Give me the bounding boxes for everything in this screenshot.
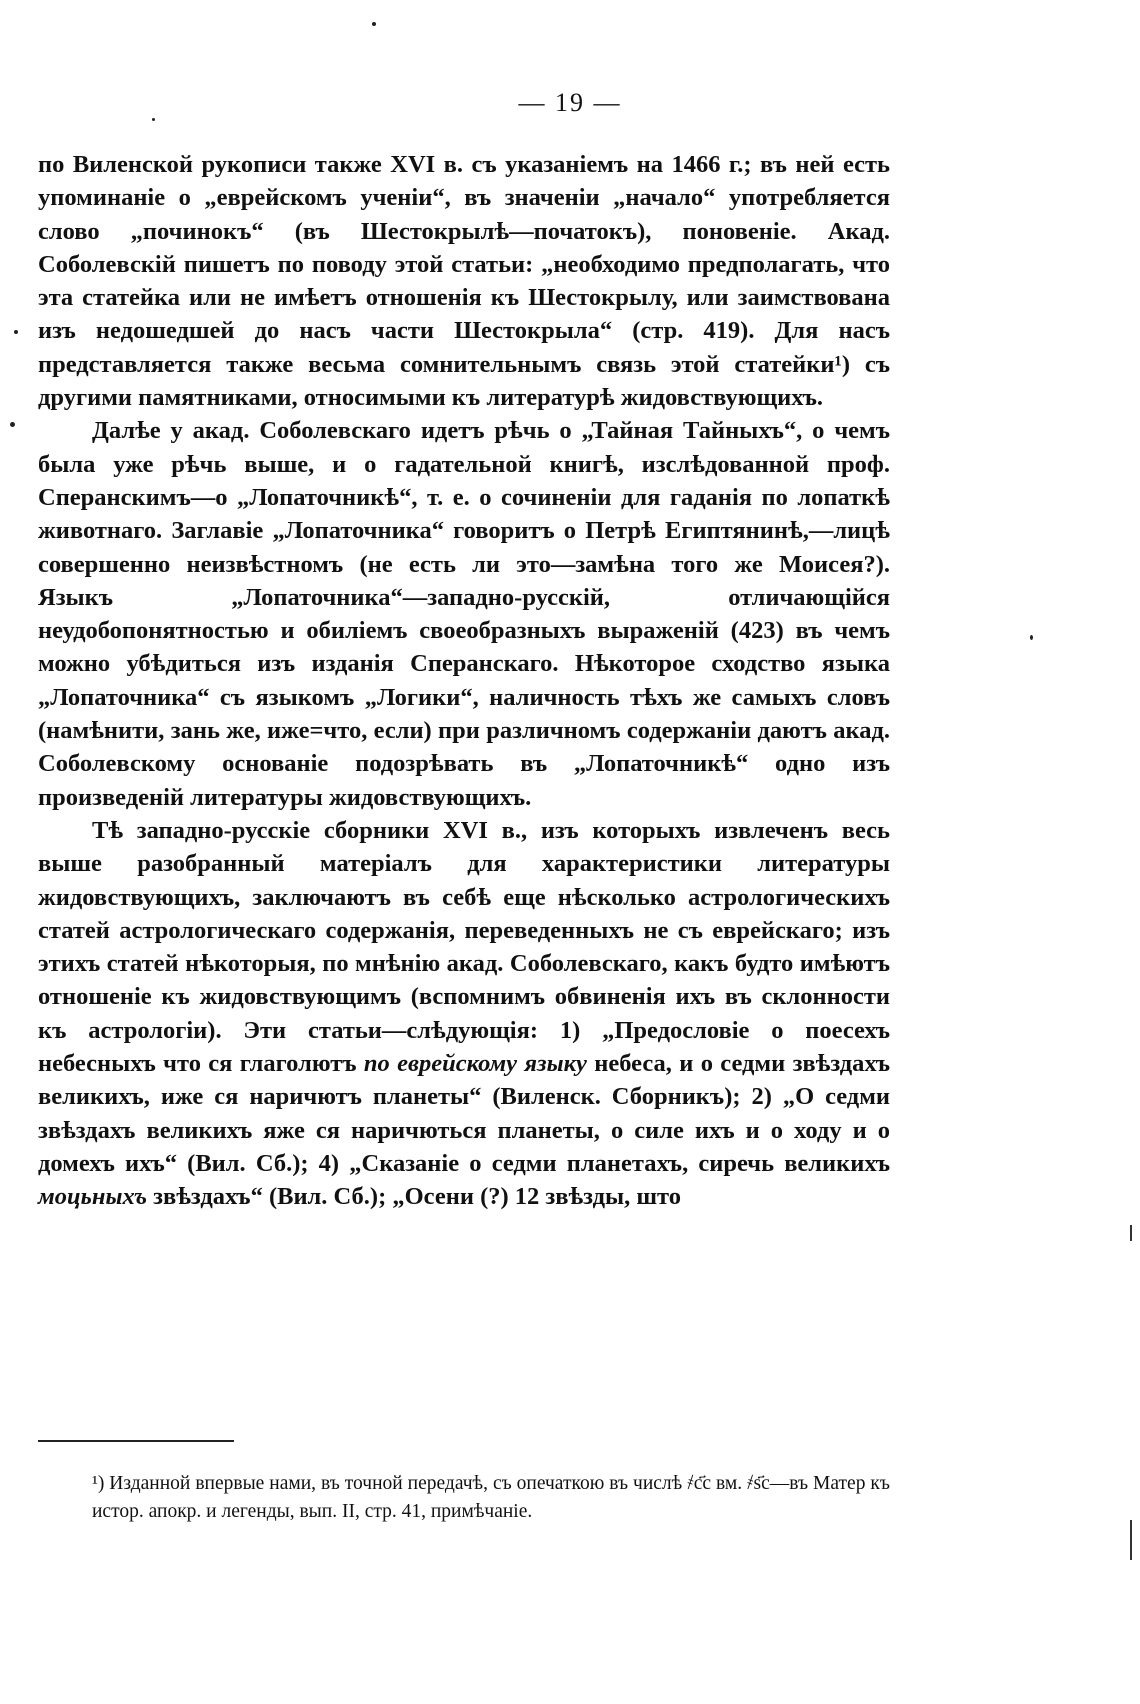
paragraph-3 <box>38 814 890 1214</box>
scan-speck <box>10 422 15 427</box>
italic-phrase-1: по еврейскому языку <box>363 1050 587 1078</box>
italic-phrase-2: моцьныхъ <box>38 1183 148 1211</box>
footnote-text: ¹) Изданной впервые нами, въ точной передачѣ, съ опечаткою въ числѣ ҂с҃с вм. ҂ѕ҃с—въ Матер къ истор. апокр. и легенды, вып. II, стр. 41, примѣчаніе. <box>92 1473 890 1522</box>
footnote-rule <box>38 1440 234 1442</box>
scan-edge-mark <box>1130 1225 1132 1241</box>
paragraph-3-part-2: небеса, и о седми звѣздахъ великихъ, иже ся наричютъ планеты“ (Виленск. Сборникъ); 2) „О седми звѣздахъ великихъ яже ся наричються планеты, о силе ихъ и о ходу и о домехъ ихъ“ (Вил. Сб.); 4) „Сказаніе о седми планетахъ, сиречь великихъ <box>38 1050 891 1177</box>
scan-speck <box>14 330 18 334</box>
scan-edge-mark <box>1130 1520 1132 1560</box>
scan-speck <box>152 118 155 121</box>
main-text <box>38 148 890 1214</box>
paragraph-2: Далѣе у акад. Соболевскаго идетъ рѣчь о „Тайная Тайныхъ“, о чемъ была уже рѣчь выше, и о гадательной книгѣ, изслѣдованной проф. Сперанскимъ—о „Лопаточникѣ“, т. е. о сочиненіи для гаданія по лопаткѣ животнаго. Заглавіе „Лопаточника“ говоритъ о Петрѣ Египтянинѣ,—лицѣ совершенно неизвѣстномъ (не есть ли это—замѣна того же Моисея?). Языкъ „Лопаточника“—западно-русскій, отличающійся неудобопонятностью и обиліемъ своеобразныхъ выраженій (423) въ чемъ можно убѣдиться изъ изданія Сперанскаго. Нѣкоторое сходство языка „Лопаточника“ съ языкомъ „Логики“, наличность тѣхъ же самыхъ словъ (намѣнити, зань же, иже=что, если) при различномъ содержаніи даютъ акад. Соболевскому основаніе подозрѣвать въ „Лопаточникѣ“ одно изъ произведеній литературы жидовствующихъ. <box>38 417 890 811</box>
scan-speck <box>1030 635 1033 640</box>
page-number: — 19 — <box>518 88 622 117</box>
paragraph-1: по Виленской рукописи также XVI в. съ указаніемъ на 1466 г.; въ ней есть упоминаніе о „еврейскомъ ученіи“, въ значеніи „начало“ употребляется слово „починокъ“ (въ Шестокрылѣ—початокъ), поновеніе. Акад. Соболевскій пишетъ по поводу этой статьи: „необходимо предполагать, что эта статейка или не имѣетъ отношенія къ Шестокрылу, или заимствована изъ недошедшей до насъ части Шестокрыла“ (стр. 419). Для насъ представляется также весьма сомнительнымъ связь этой статейки¹) съ другими памятниками, относимыми къ литературѣ жидовствующихъ. <box>38 151 890 412</box>
footnote <box>38 1470 890 1526</box>
paragraph-3-part-1: Тѣ западно-русскіе сборники XVI в., изъ которыхъ извлеченъ весь выше разобранный матеріалъ для характеристики литературы жидовствующихъ, заключаютъ въ себѣ еще нѣсколько астрологическихъ статей астрологическаго содержанія, переведенныхъ не съ еврейскаго; изъ этихъ статей нѣкоторыя, по мнѣнію акад. Соболевскаго, какъ будто имѣютъ отношеніе къ жидовствующимъ (вспомнимъ обвиненія ихъ въ склонности къ астрологіи). Эти статьи—слѣдующія: 1) „Предословіе о поесехъ небесныхъ что ся глаголютъ <box>38 816 890 1078</box>
scan-speck <box>372 22 376 26</box>
paragraph-3-part-3: звѣздахъ“ (Вил. Сб.); „Осени (?) 12 звѣзды, што <box>153 1183 681 1211</box>
